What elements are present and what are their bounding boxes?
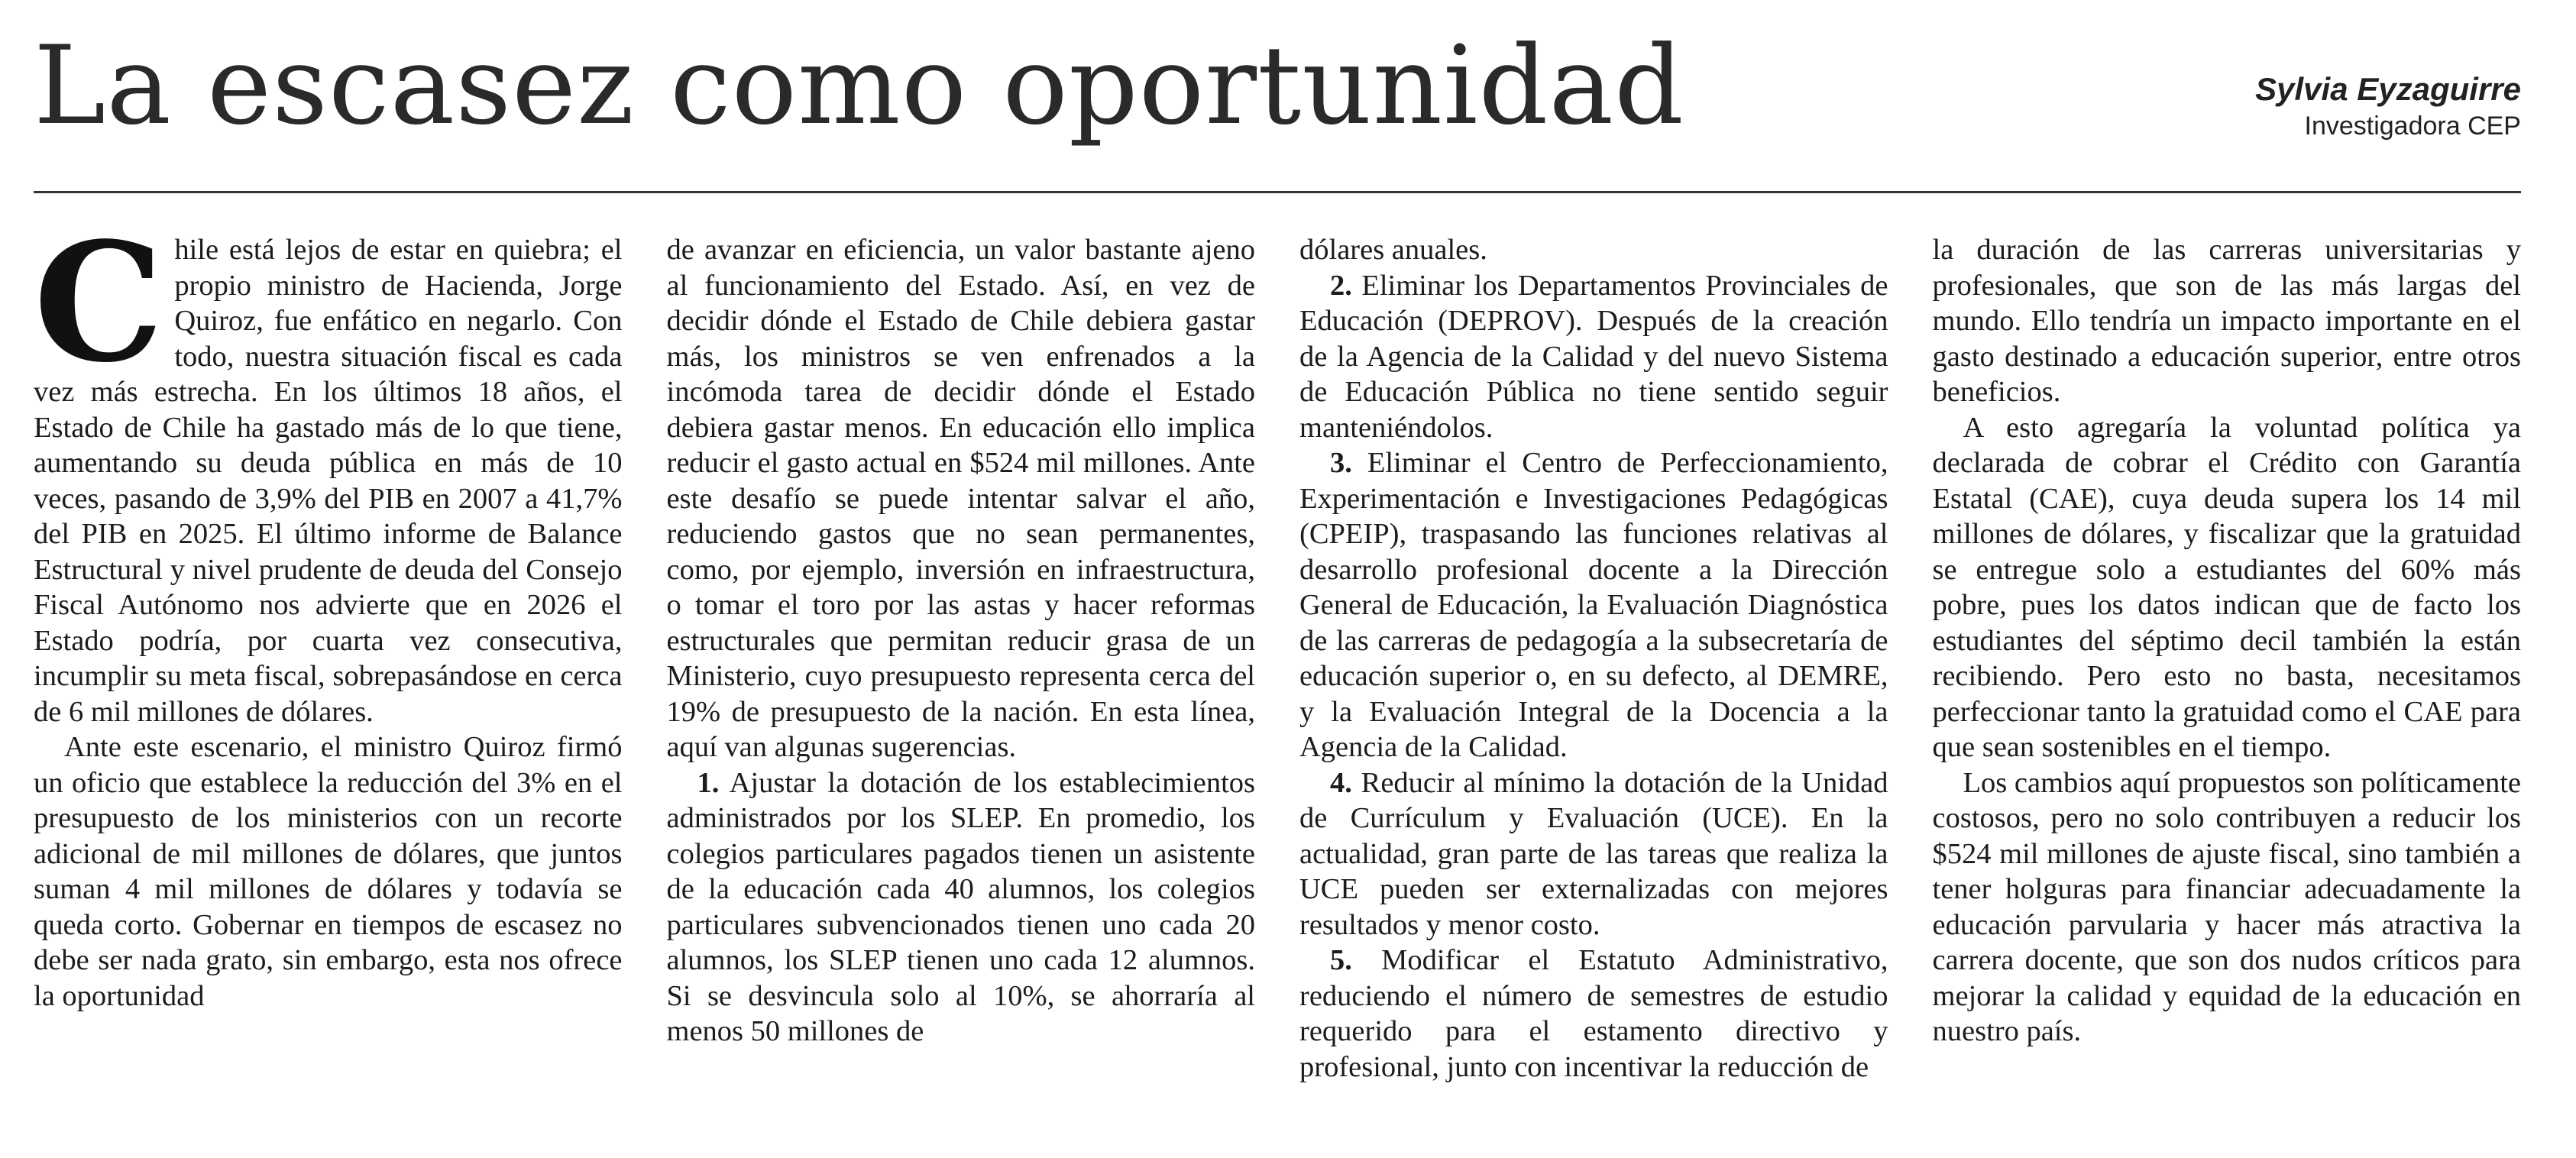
list-item <box>1299 445 1888 765</box>
list-item <box>1299 943 1888 1085</box>
paragraph: Ante este escenario, el ministro Quiroz firmó un oficio que establece la reducción del 3% en el presupuesto de los ministerios con un recorte adicional de mil millones de dólares, que juntos suman 4 mil millones de dólares y todavía se queda corto. Gobernar en tiempos de escasez no debe ser nada grato, sin embargo, esta nos ofrece la oportunidad <box>34 731 623 1012</box>
list-item-text: Eliminar el Centro de Perfeccionamiento, Experimentación e Investigaciones Pedagógicas (CPEIP), traspasando las funciones relativas al desarrollo profesional docente a la Dirección General de Educación, la Evaluación Diagnóstica de las carreras de pedagogía a la subsecretaría de educación superior o, en su defecto, al DEMRE, y la Evaluación Integral de la Docencia a la Agencia de la Calidad. <box>1299 447 1888 763</box>
paragraph: dólares anuales. <box>1299 234 1487 266</box>
paragraph: la duración de las carreras universitarias y profesionales, que son de las más largas del mundo. Ello tendría un impacto importante en el gasto destinado a educación superior, entre otros beneficios. <box>1932 234 2521 408</box>
paragraph: de avanzar en eficiencia, un valor bastante ajeno al funcionamiento del Estado. Así, en vez de decidir dónde el Estado de Chile debiera gastar más, los ministros se ven enfrenados a la incómoda tarea de decidir dónde el Estado debiera gastar menos. En educación ello implica reducir el gasto actual en $524 mil millones. Ante este desafío se puede intentar salvar el año, reduciendo gastos que no sean permanentes, como, por ejemplo, inversión en infraestructura, o tomar el toro por las astas y hacer reformas estructurales que permitan reducir grasa de un Ministerio, cuyo presupuesto representa cerca del 19% de presupuesto de la nación. En esta línea, aquí van algunas sugerencias. <box>666 234 1255 763</box>
list-number: 5. <box>1330 944 1352 976</box>
paragraph: Los cambios aquí propuestos son políticamente costosos, pero no solo contribuyen a reducir los $524 mil millones de ajuste fiscal, sino también a tener holguras para financiar adecuadamente la educación parvularia y hacer más atractiva la carrera docente, que son dos nudos críticos para mejorar la calidad y equidad de la educación en nuestro país. <box>1932 766 2521 1047</box>
header-divider <box>34 191 2521 193</box>
list-number: 1. <box>697 766 720 799</box>
list-number: 3. <box>1330 447 1352 479</box>
column-1 <box>34 232 623 1149</box>
column-2 <box>667 232 1256 1149</box>
article-body <box>34 232 2521 1149</box>
list-number: 4. <box>1330 766 1352 799</box>
column-3 <box>1299 232 1888 1149</box>
list-number: 2. <box>1330 269 1352 302</box>
column-4 <box>1933 232 2522 1149</box>
list-item-text: Eliminar los Departamentos Provinciales de Educación (DEPROV). Después de la creación de la Agencia de la Calidad y del nuevo Sistema de Educación Pública no tiene sentido seguir manteniéndolos. <box>1299 269 1888 444</box>
author-name: Sylvia Eyzaguirre <box>2255 71 2521 107</box>
drop-cap: C <box>34 232 164 399</box>
paragraph <box>34 232 623 729</box>
article-title: La escasez como oportunidad <box>34 23 1684 149</box>
list-item <box>667 765 1256 1050</box>
list-item-text: Modificar el Estatuto Administrativo, reduciendo el número de semestres de estudio requerido para el estamento directivo y profesional, junto con incentivar la reducción de <box>1299 944 1888 1083</box>
list-item <box>1299 765 1888 943</box>
list-item <box>1299 268 1888 446</box>
list-item-text: Ajustar la dotación de los establecimientos administrados por los SLEP. En promedio, los colegios particulares pagados tienen un asistente de la educación cada 40 alumnos, los colegios particulares subvencionados tienen uno cada 20 alumnos, los SLEP tienen uno cada 12 alumnos. Si se desvincula solo al 10%, se ahorraría al menos 50 millones de <box>666 766 1255 1047</box>
paragraph: A esto agregaría la voluntad política ya declarada de cobrar el Crédito con Garantía Estatal (CAE), cuya deuda supera los 14 mil millones de dólares, y fiscalizar que la gratuidad se entregue solo a estudiantes del 60% más pobre, pues los datos indican que de facto los estudiantes del séptimo decil también la están recibiendo. Pero esto no basta, necesitamos perfeccionar tanto la gratuidad como el CAE para que sean sostenibles en el tiempo. <box>1932 411 2521 763</box>
author-role: Investigadora CEP <box>2304 112 2521 141</box>
paragraph-text: hile está lejos de estar en quiebra; el propio ministro de Hacienda, Jorge Quiroz, fue enfático en negarlo. Con todo, nuestra situación fiscal es cada vez más estrecha. En los últimos 18 años, el Estado de Chile ha gastado más de lo que tiene, aumentando su deuda pública en más de 10 veces, pasando de 3,9% del PIB en 2007 a 41,7% del PIB en 2025. El último informe de Balance Estructural y nivel prudente de deuda del Consejo Fiscal Autónomo nos advierte que en 2026 el Estado podría, por cuarta vez consecutiva, incumplir su meta fiscal, sobrepasándose en cerca de 6 mil millones de dólares. <box>34 234 623 728</box>
byline <box>2255 70 2521 144</box>
list-item-text: Reducir al mínimo la dotación de la Unidad de Currículum y Evaluación (UCE). En la actualidad, gran parte de las tareas que realiza la UCE pueden ser externalizadas con mejores resultados y menor costo. <box>1299 766 1888 941</box>
